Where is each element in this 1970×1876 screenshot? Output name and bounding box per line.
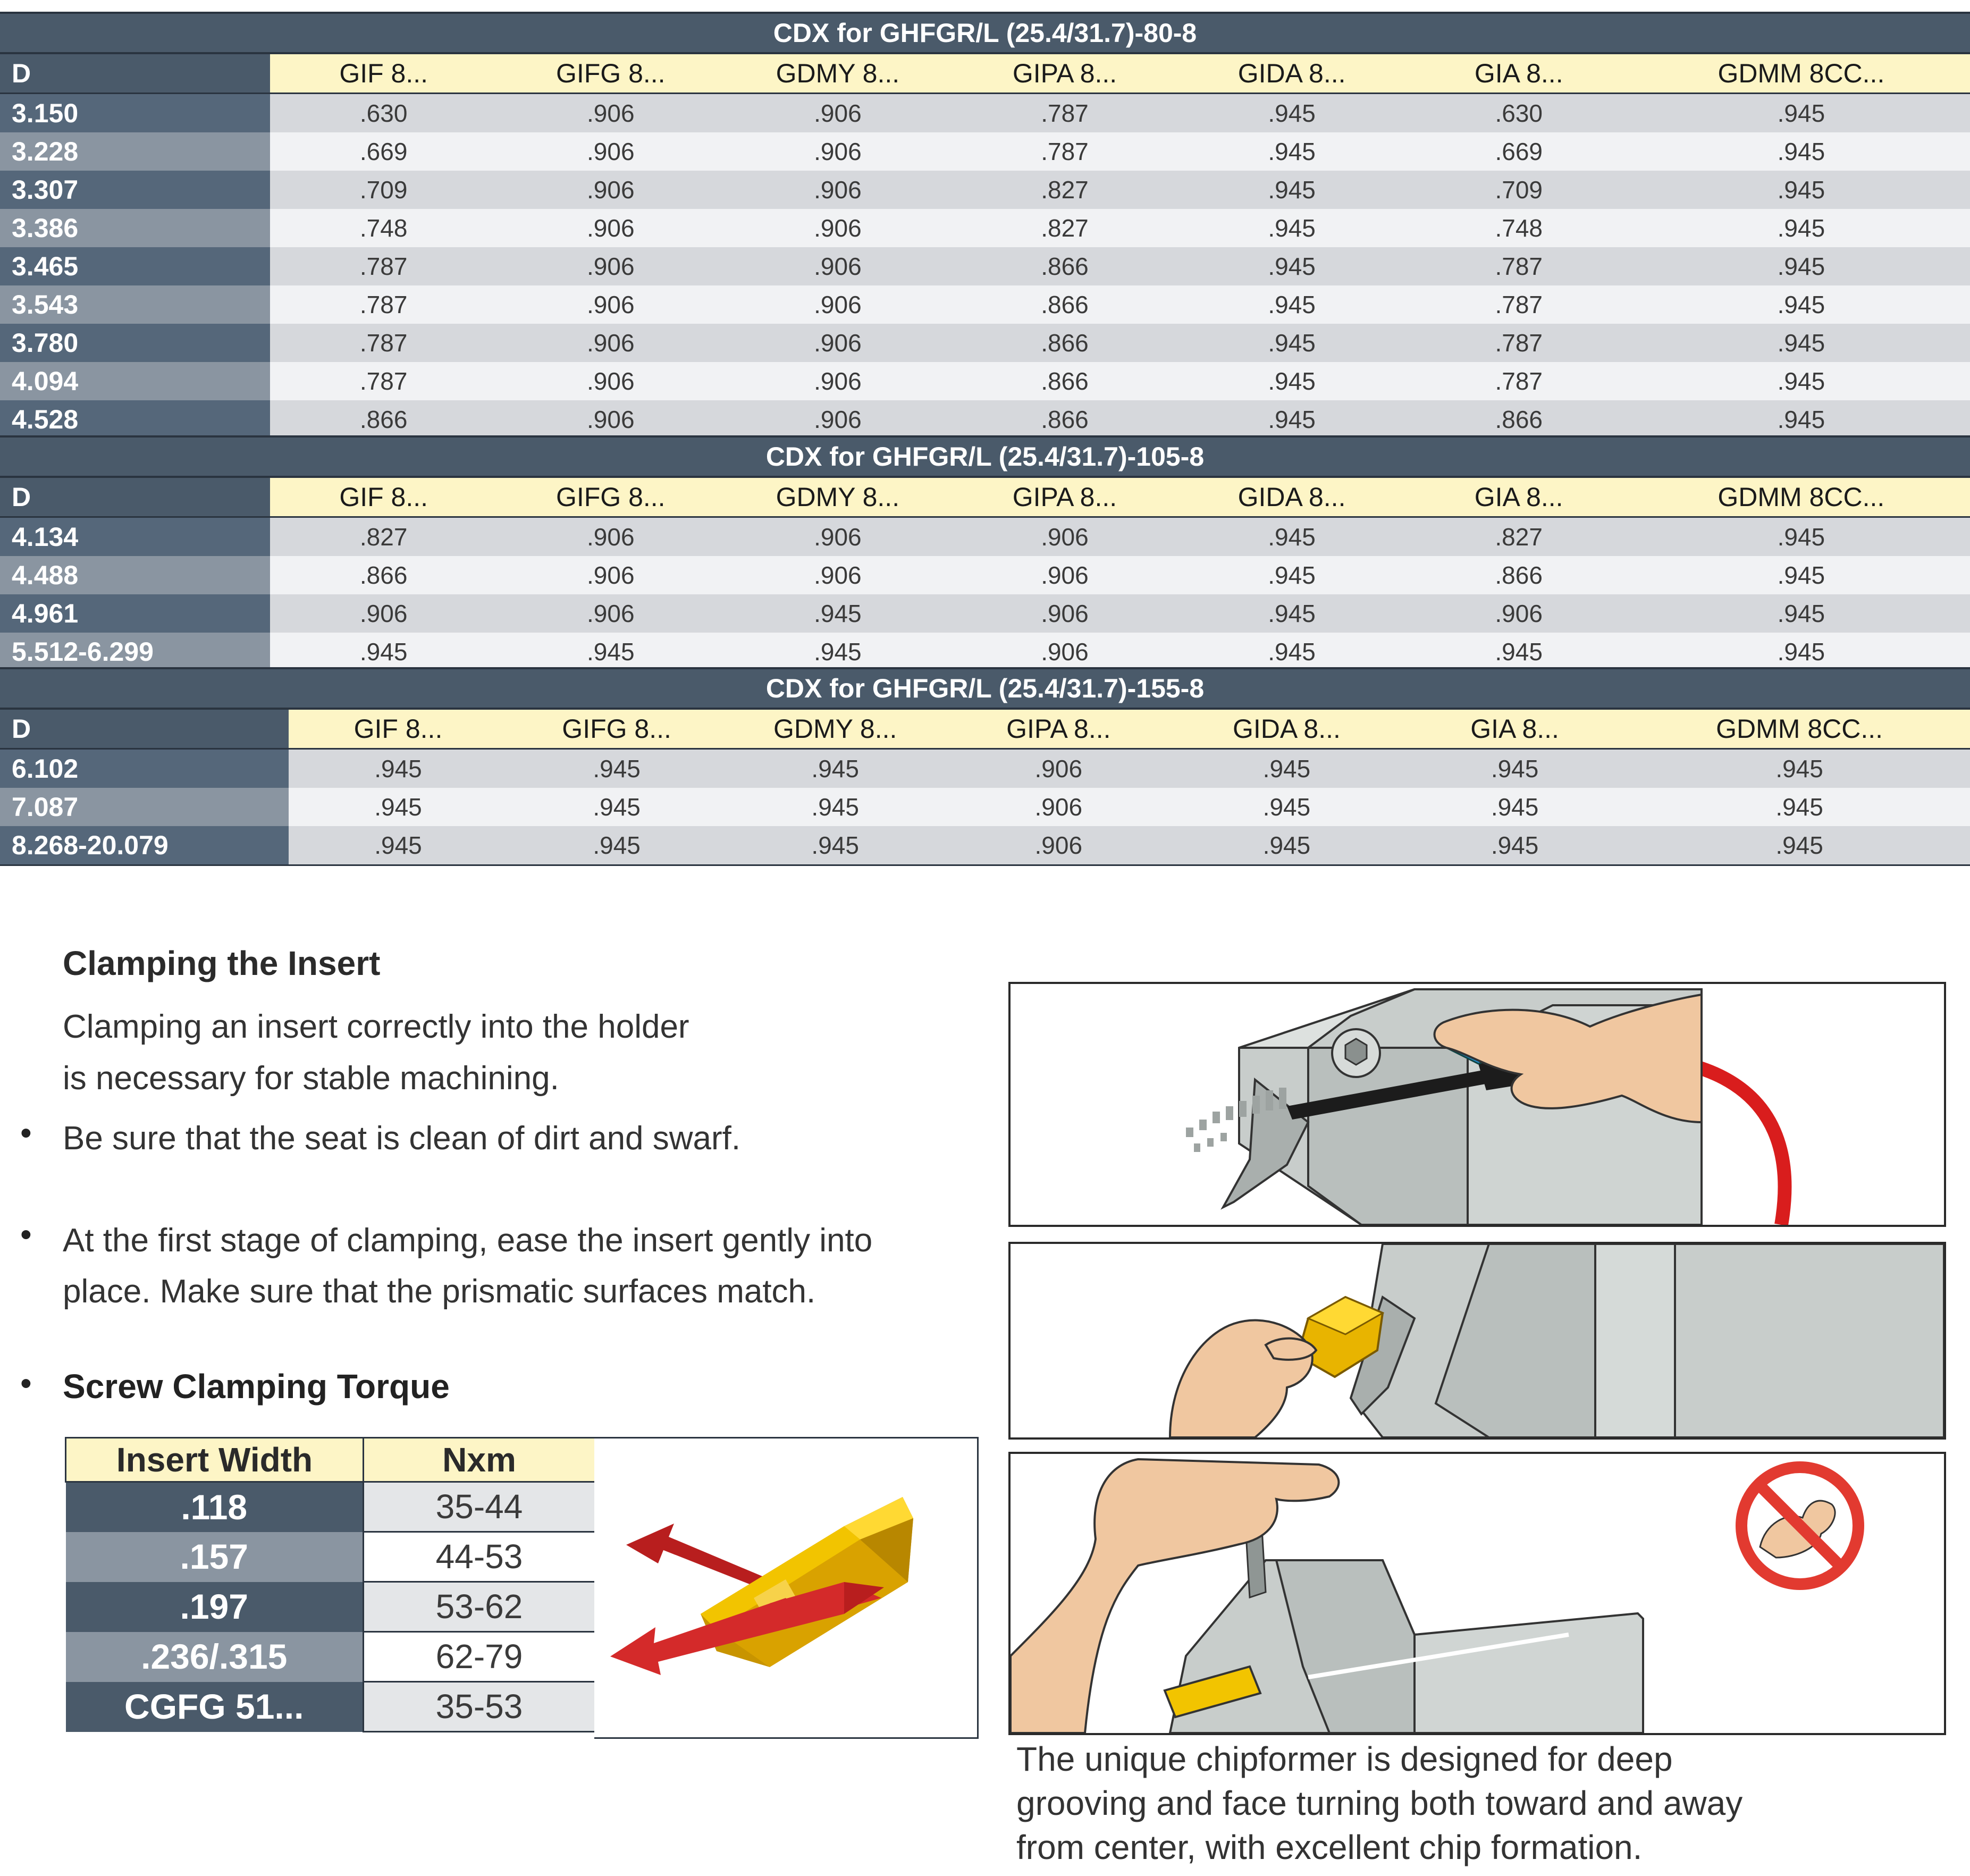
table-cell: .787 — [270, 324, 497, 362]
table-cell: .945 — [1632, 285, 1970, 324]
table-cell: .945 — [1632, 517, 1970, 557]
table-cell: .787 — [1405, 285, 1632, 324]
row-diameter: 3.150 — [0, 94, 270, 133]
brush-cleaning-illustration — [1008, 982, 1946, 1227]
table-cell: .866 — [1405, 400, 1632, 440]
table-cell: .945 — [1178, 132, 1405, 171]
table-cell: .945 — [1178, 285, 1405, 324]
table-cell: .945 — [1632, 633, 1970, 672]
table-cell: .906 — [497, 362, 724, 400]
table-cell: .906 — [951, 633, 1178, 672]
table-cell: .906 — [497, 171, 724, 209]
table-cell: .906 — [270, 594, 497, 633]
torque-width: .236/.315 — [66, 1632, 364, 1682]
table-cell: .945 — [1632, 209, 1970, 247]
table-cell: .866 — [1405, 556, 1632, 594]
row-diameter: 3.307 — [0, 171, 270, 209]
hex-key-icon — [1011, 1454, 1944, 1733]
torque-nxm: 53-62 — [364, 1582, 595, 1632]
table-cell: .945 — [1405, 633, 1632, 672]
caption-line: The unique chipformer is designed for deep — [1016, 1740, 1673, 1778]
table-row — [0, 94, 1970, 133]
torque-row — [66, 1482, 595, 1532]
torque-row — [66, 1532, 595, 1582]
table-cell: .866 — [951, 400, 1178, 440]
table-cell: .945 — [1178, 171, 1405, 209]
row-diameter: 3.543 — [0, 285, 270, 324]
table-cell: .787 — [270, 285, 497, 324]
table-cell: .906 — [945, 749, 1173, 788]
column-header: GIFG 8... — [497, 53, 724, 94]
column-header: GIPA 8... — [945, 709, 1173, 749]
table-cell: .945 — [724, 594, 951, 633]
table-cell: .945 — [1173, 826, 1401, 865]
torque-nxm: 62-79 — [364, 1632, 595, 1682]
torque-width: .197 — [66, 1582, 364, 1632]
table-cell: .945 — [1178, 324, 1405, 362]
bullet-2-line-1: At the first stage of clamping, ease the insert gently into — [63, 1222, 873, 1259]
torque-nxm: 44-53 — [364, 1532, 595, 1582]
column-header: GDMY 8... — [726, 709, 945, 749]
column-header: GIFG 8... — [497, 477, 724, 517]
intro-line-1: Clamping an insert correctly into the holder — [63, 1008, 689, 1045]
table-cell: .945 — [1178, 247, 1405, 285]
table-cell: .945 — [724, 633, 951, 672]
table-cell: .906 — [724, 400, 951, 440]
table-row — [0, 285, 1970, 324]
table-cell: .945 — [1629, 788, 1970, 826]
bullet-dot: • — [20, 1216, 32, 1253]
table-row — [0, 247, 1970, 285]
torque-nxm: 35-53 — [364, 1682, 595, 1732]
table-cell: .630 — [270, 94, 497, 133]
table-cell: .945 — [1178, 400, 1405, 440]
table-cell: .827 — [951, 209, 1178, 247]
table-cell: .866 — [951, 362, 1178, 400]
table-cell: .906 — [724, 517, 951, 557]
table-cell: .945 — [1178, 633, 1405, 672]
table-row — [0, 171, 1970, 209]
torque-width: .118 — [66, 1482, 364, 1532]
bullet-dot: • — [20, 1115, 32, 1151]
row-diameter: 4.094 — [0, 362, 270, 400]
table-cell: .906 — [724, 285, 951, 324]
torque-row — [66, 1632, 595, 1682]
table-cell: .827 — [951, 171, 1178, 209]
column-header: GIPA 8... — [951, 53, 1178, 94]
intro-line-2: is necessary for stable machining. — [63, 1060, 559, 1097]
torque-header-nxm: Nxm — [364, 1438, 595, 1482]
row-diameter: 3.228 — [0, 132, 270, 171]
row-diameter: 8.268-20.079 — [0, 826, 289, 865]
row-diameter: 4.488 — [0, 556, 270, 594]
table-cell: .787 — [270, 362, 497, 400]
table-row — [0, 132, 1970, 171]
table-row — [0, 788, 1970, 826]
row-diameter: 3.780 — [0, 324, 270, 362]
bullet-1-text: Be sure that the seat is clean of dirt and swarf. — [63, 1120, 741, 1157]
table-cell: .945 — [1173, 788, 1401, 826]
column-header: GIA 8... — [1401, 709, 1629, 749]
table-cell: .945 — [270, 633, 497, 672]
table-cell: .906 — [497, 556, 724, 594]
table-cell: .709 — [270, 171, 497, 209]
column-header: GIFG 8... — [508, 709, 726, 749]
table-row — [0, 517, 1970, 557]
table-cell: .787 — [270, 247, 497, 285]
table-row — [0, 209, 1970, 247]
table-cell: .906 — [724, 94, 951, 133]
table-cell: .906 — [724, 324, 951, 362]
cdx-table — [0, 667, 1970, 866]
table-cell: .906 — [724, 171, 951, 209]
column-header: GIA 8... — [1405, 53, 1632, 94]
table-cell: .945 — [726, 749, 945, 788]
illustration-caption — [1016, 1737, 1952, 1870]
row-diameter: 7.087 — [0, 788, 289, 826]
table-cell: .945 — [508, 826, 726, 865]
table-row — [0, 324, 1970, 362]
table-cell: .866 — [951, 285, 1178, 324]
table-cell: .945 — [289, 749, 507, 788]
caption-line: from center, with excellent chip formation. — [1016, 1828, 1643, 1866]
table-cell: .945 — [1629, 826, 1970, 865]
table-cell: .906 — [951, 594, 1178, 633]
table-cell: .906 — [724, 132, 951, 171]
torque-row — [66, 1682, 595, 1732]
table-cell: .945 — [289, 826, 507, 865]
table-cell: .906 — [497, 285, 724, 324]
table-cell: .945 — [1178, 362, 1405, 400]
table-cell: .709 — [1405, 171, 1632, 209]
insert-arrows-icon — [594, 1438, 977, 1737]
table-cell: .945 — [1632, 171, 1970, 209]
table-cell: .669 — [1405, 132, 1632, 171]
hex-key-torque-illustration — [1008, 1452, 1946, 1735]
row-diameter: 4.528 — [0, 400, 270, 440]
table-cell: .669 — [270, 132, 497, 171]
row-diameter: 4.134 — [0, 517, 270, 557]
table-cell: .866 — [951, 247, 1178, 285]
table-cell: .945 — [497, 633, 724, 672]
row-diameter: 3.386 — [0, 209, 270, 247]
table-cell: .945 — [1178, 209, 1405, 247]
torque-table — [65, 1437, 596, 1732]
table-title: CDX for GHFGR/L (25.4/31.7)-105-8 — [0, 436, 1970, 477]
table-cell: .906 — [724, 556, 951, 594]
table-cell: .906 — [951, 556, 1178, 594]
table-cell: .945 — [1178, 556, 1405, 594]
column-header: GDMM 8CC... — [1632, 53, 1970, 94]
column-header: GIDA 8... — [1173, 709, 1401, 749]
table-cell: .945 — [1632, 94, 1970, 133]
table-cell: .945 — [1629, 749, 1970, 788]
table-cell: .945 — [1178, 594, 1405, 633]
column-header: GDMY 8... — [724, 477, 951, 517]
table-cell: .945 — [1401, 788, 1629, 826]
table-row — [0, 826, 1970, 865]
table-cell: .945 — [1632, 556, 1970, 594]
row-diameter: 6.102 — [0, 749, 289, 788]
torque-width: CGFG 51... — [66, 1682, 364, 1732]
table-cell: .945 — [508, 749, 726, 788]
table-cell: .945 — [1632, 324, 1970, 362]
table-cell: .906 — [945, 826, 1173, 865]
table-cell: .906 — [497, 400, 724, 440]
torque-title: Screw Clamping Torque — [63, 1367, 450, 1406]
torque-width: .157 — [66, 1532, 364, 1582]
table-cell: .906 — [497, 247, 724, 285]
brush-cleaning-icon — [1011, 984, 1944, 1225]
bullet-dot: • — [20, 1365, 32, 1402]
table-cell: .945 — [726, 788, 945, 826]
table-row — [0, 749, 1970, 788]
table-cell: .748 — [1405, 209, 1632, 247]
column-header: GIDA 8... — [1178, 477, 1405, 517]
table-cell: .945 — [1173, 749, 1401, 788]
table-cell: .906 — [497, 132, 724, 171]
table-cell: .906 — [497, 517, 724, 557]
table-title: CDX for GHFGR/L (25.4/31.7)-80-8 — [0, 13, 1970, 53]
table-row — [0, 400, 1970, 440]
table-cell: .630 — [1405, 94, 1632, 133]
table-cell: .787 — [951, 132, 1178, 171]
table-cell: .906 — [497, 209, 724, 247]
insert-placement-icon — [1011, 1244, 1944, 1437]
table-cell: .906 — [724, 247, 951, 285]
table-row — [0, 633, 1970, 672]
column-header: GDMM 8CC... — [1629, 709, 1970, 749]
table-cell: .945 — [1632, 400, 1970, 440]
table-row — [0, 594, 1970, 633]
table-cell: .787 — [1405, 362, 1632, 400]
table-cell: .945 — [726, 826, 945, 865]
table-cell: .906 — [945, 788, 1173, 826]
torque-header-width: Insert Width — [66, 1438, 364, 1482]
table-cell: .906 — [724, 209, 951, 247]
table-cell: .945 — [1632, 362, 1970, 400]
section-title: Clamping the Insert — [63, 944, 381, 982]
column-header: GIDA 8... — [1178, 53, 1405, 94]
table-cell: .945 — [1401, 826, 1629, 865]
column-header: GIF 8... — [270, 477, 497, 517]
torque-nxm: 35-44 — [364, 1482, 595, 1532]
column-header: GDMY 8... — [724, 53, 951, 94]
table-cell: .787 — [1405, 324, 1632, 362]
table-cell: .866 — [270, 400, 497, 440]
column-header: GIF 8... — [270, 53, 497, 94]
table-cell: .945 — [289, 788, 507, 826]
insert-arrows-illustration — [594, 1437, 979, 1739]
table-cell: .866 — [270, 556, 497, 594]
bullet-2-line-2: place. Make sure that the prismatic surfaces match. — [63, 1273, 816, 1310]
table-cell: .906 — [497, 594, 724, 633]
column-header-d: D — [0, 53, 270, 94]
insert-placement-illustration — [1008, 1242, 1946, 1440]
caption-line: grooving and face turning both toward and away — [1016, 1784, 1743, 1822]
table-cell: .945 — [1632, 247, 1970, 285]
no-force-icon — [1741, 1467, 1858, 1584]
row-diameter: 3.465 — [0, 247, 270, 285]
table-title: CDX for GHFGR/L (25.4/31.7)-155-8 — [0, 668, 1970, 709]
table-cell: .787 — [951, 94, 1178, 133]
table-cell: .827 — [270, 517, 497, 557]
column-header: GDMM 8CC... — [1632, 477, 1970, 517]
table-cell: .866 — [951, 324, 1178, 362]
row-diameter: 5.512-6.299 — [0, 633, 270, 672]
table-cell: .748 — [270, 209, 497, 247]
cdx-table — [0, 12, 1970, 440]
table-cell: .945 — [1178, 517, 1405, 557]
table-cell: .906 — [497, 94, 724, 133]
table-cell: .945 — [508, 788, 726, 826]
table-cell: .945 — [1632, 594, 1970, 633]
row-diameter: 4.961 — [0, 594, 270, 633]
torque-row — [66, 1582, 595, 1632]
table-cell: .906 — [951, 517, 1178, 557]
table-row — [0, 556, 1970, 594]
table-cell: .787 — [1405, 247, 1632, 285]
column-header-d: D — [0, 477, 270, 517]
table-row — [0, 362, 1970, 400]
table-cell: .906 — [724, 362, 951, 400]
table-cell: .945 — [1178, 94, 1405, 133]
table-cell: .827 — [1405, 517, 1632, 557]
table-cell: .906 — [497, 324, 724, 362]
table-cell: .945 — [1632, 132, 1970, 171]
column-header: GIF 8... — [289, 709, 507, 749]
column-header: GIA 8... — [1405, 477, 1632, 517]
column-header-d: D — [0, 709, 289, 749]
table-cell: .945 — [1401, 749, 1629, 788]
table-cell: .906 — [1405, 594, 1632, 633]
column-header: GIPA 8... — [951, 477, 1178, 517]
cdx-table — [0, 435, 1970, 672]
